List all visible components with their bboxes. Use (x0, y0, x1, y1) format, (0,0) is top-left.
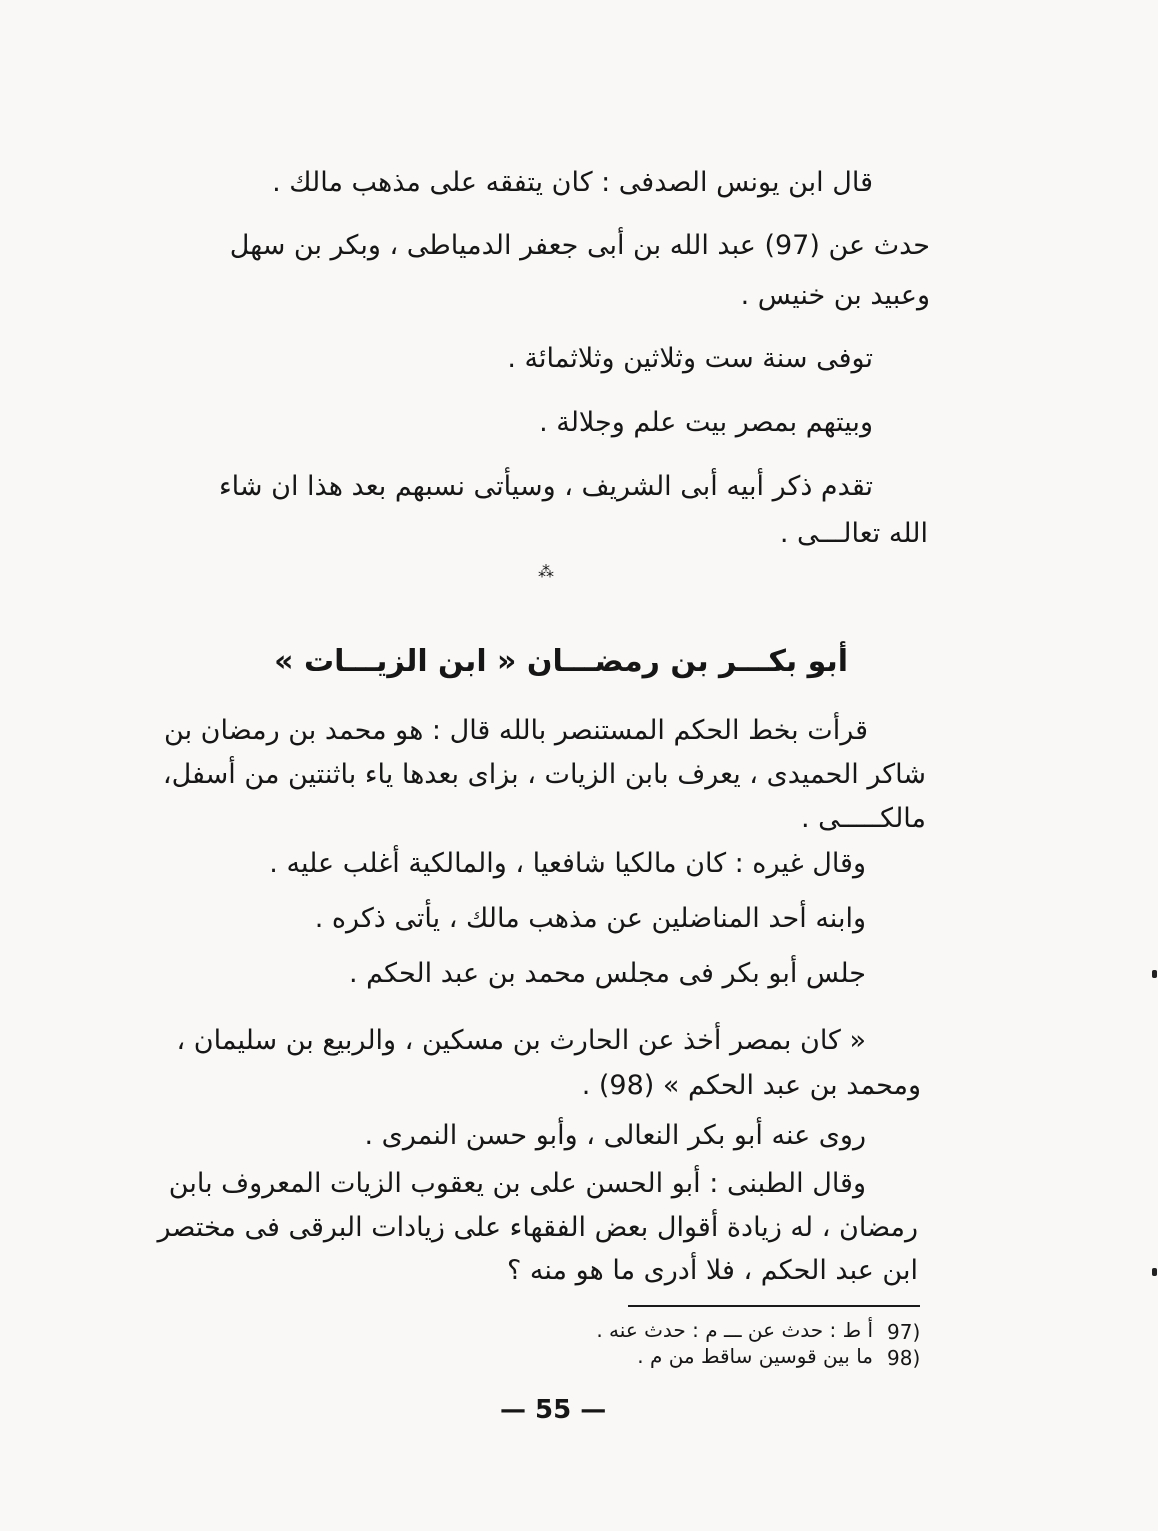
section-heading: أبو بكـــر بن رمضـــان « ابن الزيـــات » (274, 644, 848, 679)
text-line: وقال غيره : كان مالكيا شافعيا ، والمالكية أغلب عليه . (269, 848, 866, 879)
text-line: رمضان ، له زيادة أقوال بعض الفقهاء على زيادات البرقى فى مختصر (157, 1212, 918, 1243)
text-line: قال ابن يونس الصدفى : كان يتفقه على مذهب مالك . (272, 167, 873, 198)
text-line: ومحمد بن عبد الحكم » (98) . (581, 1070, 921, 1101)
text-line: قرأت بخط الحكم المستنصر بالله قال : هو محمد بن رمضان بن (164, 715, 868, 746)
scan-speck (1152, 1268, 1157, 1276)
text-line: جلس أبو بكر فى مجلس محمد بن عبد الحكم . (348, 958, 866, 989)
text-line: وقال الطبنى : أبو الحسن على بن يعقوب الزيات المعروف بابن (168, 1168, 866, 1199)
text-line: ابن عبد الحكم ، فلا أدرى ما هو منه ؟ (507, 1255, 918, 1286)
text-line: « كان بمصر أخذ عن الحارث بن مسكين ، والربيع بن سليمان ، (176, 1025, 866, 1056)
text-line: مالكـــــى . (800, 803, 926, 834)
footnote-rule (628, 1305, 920, 1307)
page-number: — 55 — (500, 1395, 607, 1425)
text-line: حدث عن (97) عبد الله بن أبى جعفر الدمياطى ، وبكر بن سهل (229, 230, 930, 261)
text-line: وبيتهم بمصر بيت علم وجلالة . (539, 407, 873, 438)
footnote-text: ما بين قوسين ساقط من م . (637, 1344, 873, 1368)
text-line: روى عنه أبو بكر النعالى ، وأبو حسن النمرى . (364, 1120, 866, 1151)
text-line: شاكر الحميدى ، يعرف بابن الزيات ، بزاى بعدها ياء باثنتين من أسفل، (162, 759, 926, 790)
footnote-number: 98) (887, 1346, 921, 1370)
text-line: توفى سنة ست وثلاثين وثلاثمائة . (507, 343, 873, 374)
scan-speck (1152, 970, 1157, 978)
text-line: تقدم ذكر أبيه أبى الشريف ، وسيأتى نسبهم بعد هذا ان شاء (218, 471, 873, 502)
text-line: وعبيد بن خنيس . (740, 280, 930, 311)
text-line: الله تعالـــى . (779, 518, 928, 549)
footnote-number: 97) (887, 1320, 921, 1344)
text-line: وابنه أحد المناضلين عن مذهب مالك ، يأتى ذكره . (314, 903, 866, 934)
separator-ornament: ⁂ (538, 562, 554, 581)
footnote-text: أ ط : حدث عن ـــ م : حدث عنه . (596, 1318, 873, 1342)
